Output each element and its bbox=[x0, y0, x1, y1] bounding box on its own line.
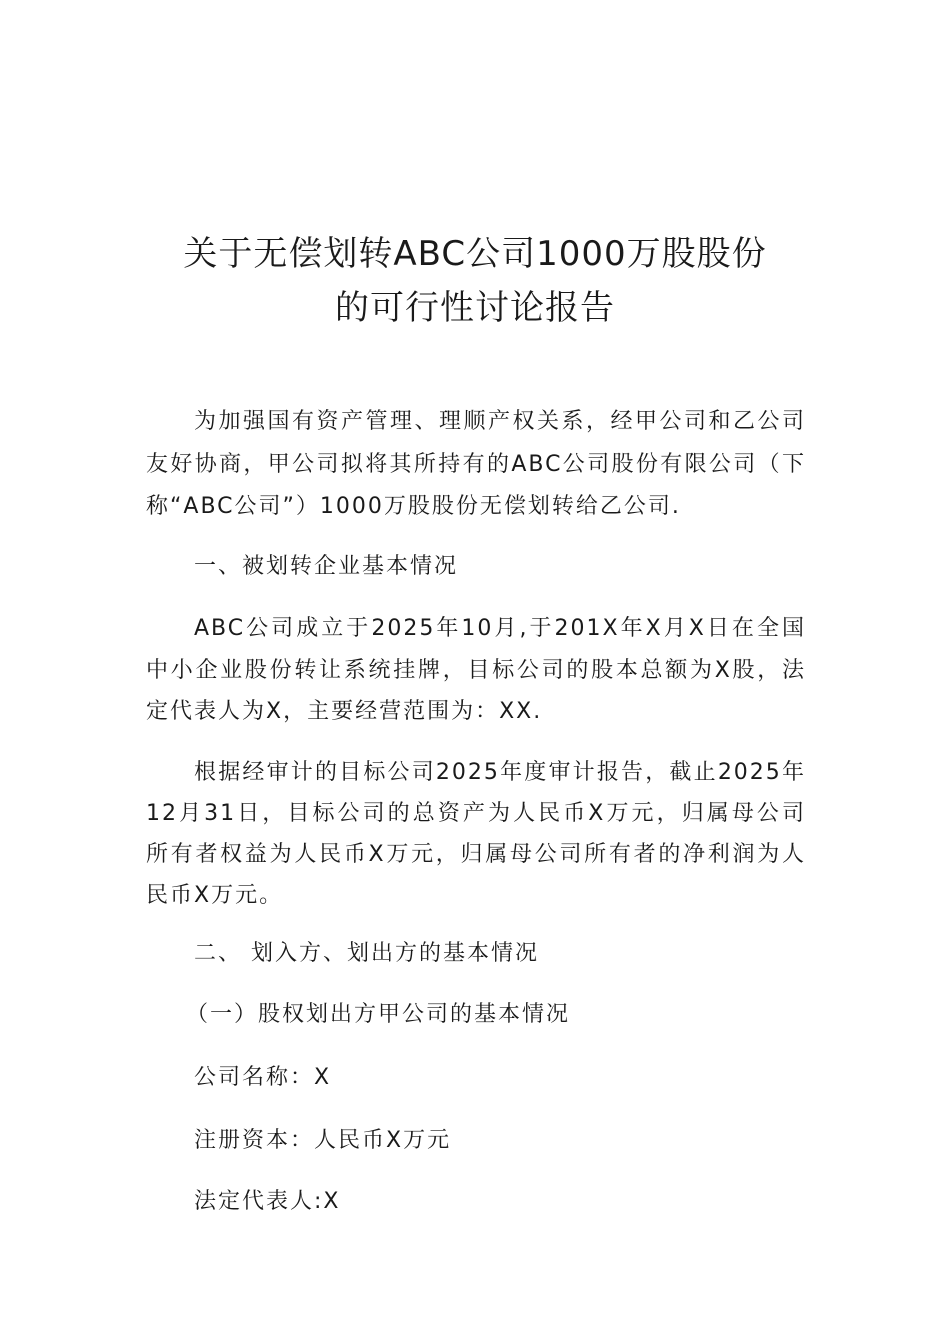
audit-line-4: 民币X万元。 bbox=[146, 883, 284, 908]
subsection-1-heading: （一）股权划出方甲公司的基本情况 bbox=[186, 1002, 571, 1027]
section-2-heading: 二、 划入方、划出方的基本情况 bbox=[194, 941, 539, 966]
legal-representative-field: 法定代表人:X bbox=[194, 1189, 341, 1214]
section-1-line-1: ABC公司成立于2025年10月,于201X年X月X日在全国 bbox=[194, 616, 806, 641]
audit-line-3: 所有者权益为人民币X万元，归属母公司所有者的净利润为人 bbox=[146, 842, 806, 867]
registered-capital-field: 注册资本：人民币X万元 bbox=[194, 1128, 452, 1153]
section-1-line-2: 中小企业股份转让系统挂牌，目标公司的股本总额为X股，法 bbox=[146, 658, 806, 683]
audit-line-1: 根据经审计的目标公司2025年度审计报告，截止2025年 bbox=[194, 760, 806, 785]
intro-line-2: 友好协商，甲公司拟将其所持有的ABC公司股份有限公司（下 bbox=[146, 452, 806, 477]
intro-line-3: 称“ABC公司”）1000万股股份无偿划转给乙公司. bbox=[146, 494, 681, 519]
company-name-field: 公司名称：X bbox=[194, 1065, 332, 1090]
document-title-line-2: 的可行性讨论报告 bbox=[335, 288, 615, 328]
document-title-line-1: 关于无偿划转ABC公司1000万股股份 bbox=[183, 234, 767, 274]
section-1-heading: 一、被划转企业基本情况 bbox=[194, 554, 459, 579]
intro-line-1: 为加强国有资产管理、理顺产权关系，经甲公司和乙公司 bbox=[194, 409, 806, 434]
section-1-line-3: 定代表人为X，主要经营范围为：XX. bbox=[146, 699, 543, 724]
audit-line-2: 12月31日，目标公司的总资产为人民币X万元，归属母公司 bbox=[146, 801, 806, 826]
